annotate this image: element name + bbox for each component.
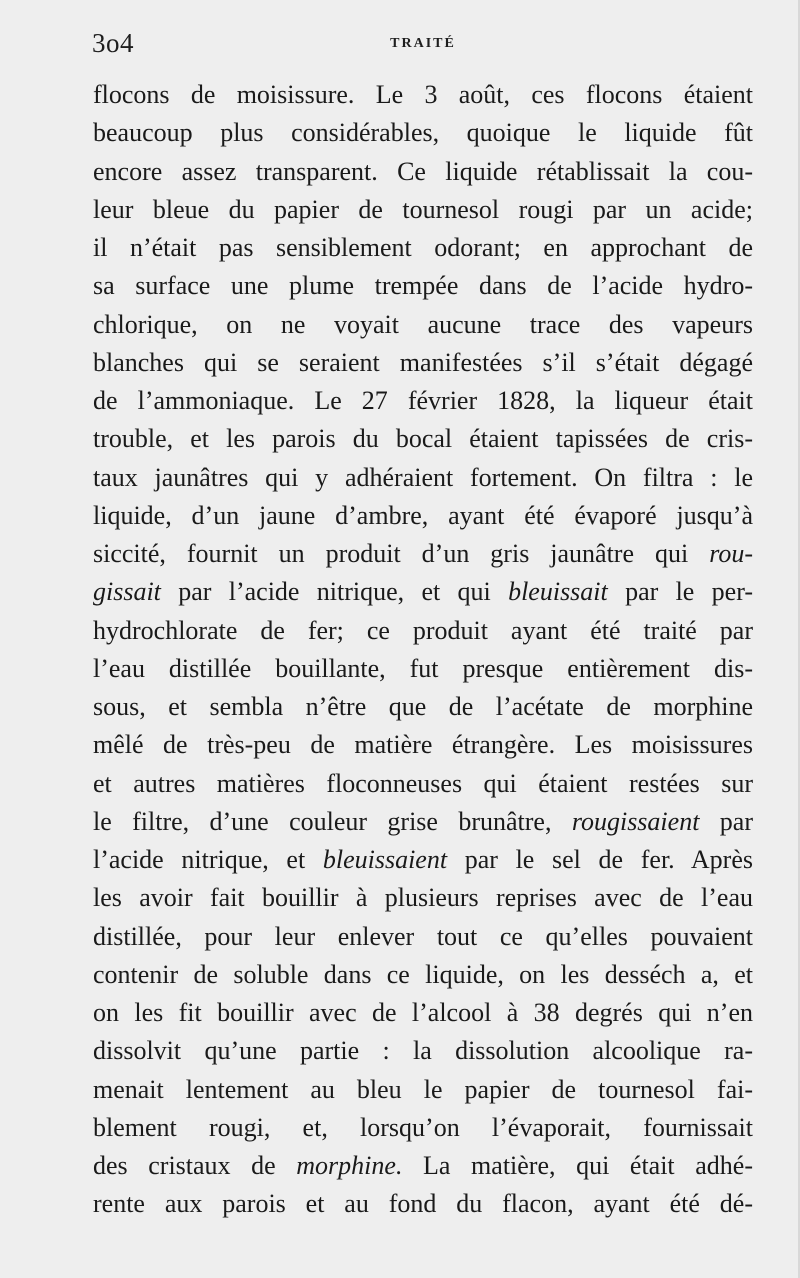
text-segment: des cristaux de	[93, 1151, 297, 1180]
text-line	[93, 1071, 753, 1109]
text-line	[93, 650, 753, 688]
text-line	[93, 803, 753, 841]
italic-text: bleuissaient	[322, 845, 448, 874]
text-segment: par le sel de fer. Après	[447, 845, 753, 874]
text-segment: beaucoup plus considérables, quoique le liquide fût	[93, 118, 753, 148]
text-segment: blement rougi, et, lorsqu’on l’évaporait, fournissait	[93, 1112, 753, 1142]
text-line	[93, 918, 753, 956]
text-line	[93, 76, 753, 114]
text-segment: sous, et sembla n’être que de l’acétate de morphine	[93, 692, 753, 721]
text-line	[93, 191, 753, 229]
text-line	[93, 765, 753, 803]
text-segment: trouble, et les parois du bocal étaient tapissées de cris-	[93, 424, 753, 454]
text-segment: on les fit bouillir avec de l’alcool à 38 degrés qui n’en	[93, 998, 753, 1027]
text-segment: La matière, qui était adhé-	[402, 1151, 753, 1180]
text-segment: flocons de moisissure. Le 3 août, ces flocons étaient	[93, 80, 753, 109]
text-segment: par l’acide nitrique, et qui	[160, 577, 509, 607]
text-segment: de l’ammoniaque. Le 27 février 1828, la liqueur était	[93, 386, 753, 415]
text-line	[93, 841, 753, 879]
text-line	[93, 1147, 753, 1185]
text-segment: il n’était pas sensiblement odorant; en approchant de	[93, 233, 753, 262]
text-segment: rente aux parois et au fond du flacon, ayant été dé-	[93, 1189, 753, 1219]
text-segment: dissolvit qu’une partie : la dissolution alcoolique ra-	[93, 1036, 753, 1066]
text-segment: l’acide nitrique, et	[93, 845, 323, 874]
text-segment: blanches qui se seraient manifestées s’il s’était dégagé	[93, 347, 753, 377]
text-line	[93, 956, 753, 994]
italic-text: morphine.	[296, 1151, 403, 1180]
text-segment: par	[699, 806, 753, 836]
text-line	[93, 267, 753, 305]
text-line	[93, 688, 753, 726]
text-line	[93, 344, 753, 382]
italic-text: gissait	[93, 577, 161, 607]
text-segment: distillée, pour leur enlever tout ce qu’elles pouvaient	[93, 921, 753, 951]
page-number: 3o4	[92, 28, 134, 58]
text-segment: encore assez transparent. Ce liquide rétablissait la cou-	[93, 156, 753, 186]
text-line	[93, 382, 753, 420]
text-line	[93, 459, 753, 497]
text-segment: sa surface une plume trempée dans de l’acide hydro-	[93, 271, 753, 301]
text-line	[93, 1109, 753, 1147]
italic-text: bleuissait	[508, 577, 608, 607]
text-segment: les avoir fait bouillir à plusieurs reprises avec de l’eau	[93, 883, 753, 913]
text-segment: hydrochlorate de fer; ce produit ayant été traité par	[93, 615, 753, 645]
text-segment: leur bleue du papier de tournesol rougi par un acide;	[93, 194, 753, 224]
text-segment: l’eau distillée bouillante, fut presque entièrement dis-	[93, 653, 753, 683]
text-line	[93, 612, 753, 650]
text-segment: siccité, fournit un produit d’un gris jaunâtre qui	[93, 539, 710, 568]
text-segment: menait lentement au bleu le papier de tournesol fai-	[93, 1074, 753, 1104]
text-line	[93, 229, 753, 267]
text-segment: taux jaunâtres qui y adhéraient fortement. On filtra : le	[93, 462, 753, 492]
text-segment: par le per-	[607, 577, 753, 607]
text-segment: chlorique, on ne voyait aucune trace des vapeurs	[93, 309, 753, 339]
text-line	[93, 114, 753, 152]
text-line	[93, 535, 753, 573]
text-segment: le filtre, d’une couleur grise brunâtre,	[93, 806, 572, 836]
text-line	[93, 994, 753, 1032]
running-head: TRAITÉ	[390, 36, 456, 51]
italic-text: rou-	[709, 539, 753, 568]
text-line	[93, 153, 753, 191]
text-line	[93, 726, 753, 764]
text-line	[93, 1185, 753, 1223]
text-segment: liquide, d’un jaune d’ambre, ayant été évaporé jusqu’à	[93, 500, 753, 530]
text-line	[93, 573, 753, 611]
text-line	[93, 306, 753, 344]
italic-text: rougissaient	[571, 806, 700, 836]
body-text	[93, 76, 753, 1224]
text-line	[93, 1032, 753, 1070]
text-segment: mêlé de très-peu de matière étrangère. Les moisissures	[93, 730, 753, 760]
text-line	[93, 879, 753, 917]
text-segment: et autres matières floconneuses qui étaient restées sur	[93, 768, 753, 798]
text-line	[93, 420, 753, 458]
text-segment: contenir de soluble dans ce liquide, on les desséch a, et	[93, 959, 753, 989]
text-line	[93, 497, 753, 535]
